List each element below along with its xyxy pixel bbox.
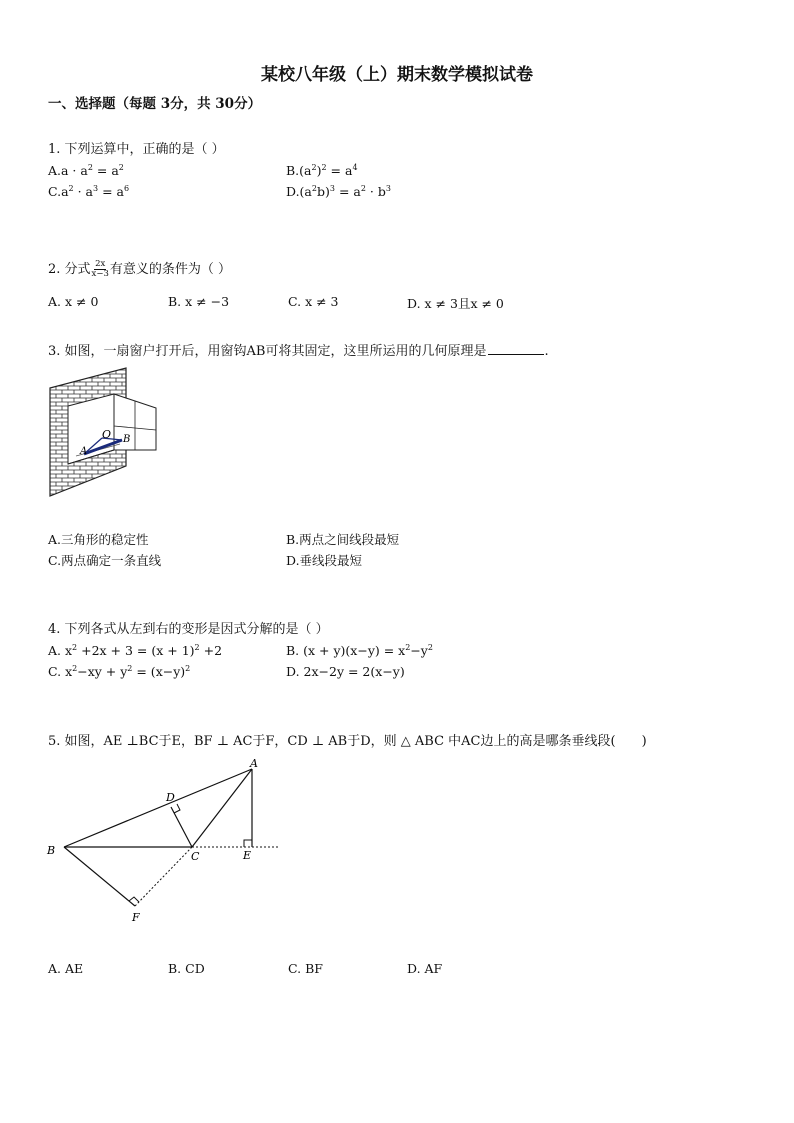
q4-option-c: C. $x^2-xy + y^2 = (x-y)^2$ [48, 663, 191, 679]
q5-option-c: C. BF [288, 961, 323, 976]
q3-option-b: B.两点之间线段最短 [286, 532, 400, 547]
q2-option-a: A. x ≠ 0 [48, 294, 99, 309]
side-ab [64, 769, 252, 847]
label-e: E [243, 849, 252, 862]
q4-option-d: D. 2x−2y = 2(x−y) [286, 664, 405, 679]
q3-option-a: A.三角形的稳定性 [48, 532, 149, 547]
q5-option-b: B. CD [168, 961, 205, 976]
q4-option-a: A. $x^2 +2x + 3 = (x + 1)^2 +2$ [48, 642, 223, 658]
q2-option-d: D. x ≠ 3且x ≠ 0 [407, 296, 504, 311]
q5-option-a: A. AE [48, 961, 84, 976]
q3-answer-blank [488, 353, 544, 355]
q3-option-d: D.垂线段最短 [286, 553, 363, 568]
label-c: C [191, 850, 200, 863]
q4-option-b: B. $(x + y)(x-y) = x^2-y^2$ [286, 642, 433, 658]
q1-option-c: $C.a^2 \cdot a^3 = a^6$ [48, 183, 130, 199]
ac-extension [135, 847, 192, 906]
label-b: B [123, 434, 131, 445]
triangle-figure [44, 756, 284, 926]
q2-fraction: $\frac{2x}{x-3}$ [91, 259, 109, 279]
section-heading: 一、选择题（每题 3分，共 30分） [48, 96, 262, 112]
q2-option-b: B. x ≠ −3 [168, 294, 230, 309]
label-b: B [47, 844, 56, 857]
segment-bf [64, 847, 135, 906]
q1-option-d: $D.(a^2b)^3 = a^2 \cdot b^3$ [286, 183, 391, 199]
q1-stem: 1. 下列运算中，正确的是（ ） [48, 142, 225, 157]
label-d: D [166, 791, 175, 804]
q2-stem: 2. 分式 $\frac{2x}{x-3}$ 有意义的条件为（ ） [48, 259, 232, 279]
label-a: A [80, 446, 88, 457]
window-figure [46, 366, 162, 500]
q4-stem: 4. 下列各式从左到右的变形是因式分解的是（ ） [48, 622, 329, 637]
label-a: A [250, 757, 258, 770]
side-ca [192, 769, 252, 847]
q3-stem: 3. 如图，一扇窗户打开后，用窗钩AB可将其固定，这里所运用的几何原理是 . [48, 344, 549, 359]
q2-option-c: C. x ≠ 3 [288, 294, 339, 309]
page-title: 某校八年级（上）期末数学模拟试卷 [261, 65, 533, 85]
q5-stem: 5. 如图，AE ⊥BC于E，BF ⊥ AC于F，CD ⊥ AB于D，则 △ ABC 中AC边上的高是哪条垂线段( ) [48, 734, 647, 749]
q5-option-d: D. AF [407, 961, 443, 976]
label-o: O [102, 428, 112, 441]
q1-option-b: $B.(a^2)^2 = a^4$ [286, 162, 358, 178]
label-f: F [132, 911, 140, 924]
q3-option-c: C.两点确定一条直线 [48, 553, 162, 568]
q1-option-a: $A.a \cdot a^2 = a^2$ [48, 162, 124, 178]
